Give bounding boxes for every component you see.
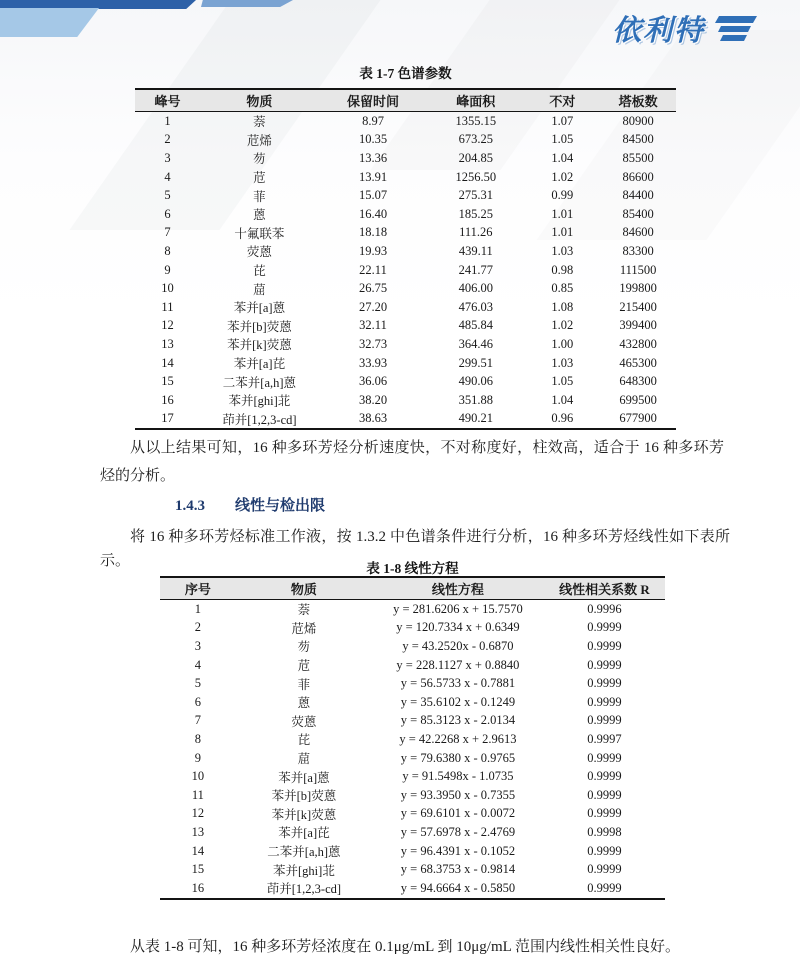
table-cell: 399400 [619,318,657,333]
table-cell: y = 42.2268 x + 2.9613 [399,731,517,746]
table-cell: y = 96.4391 x - 0.1052 [400,843,516,858]
column-header: 塔板数 [600,89,676,112]
table-cell: 0.9999 [587,657,622,672]
table-cell: 二苯并[a,h]蒽 [222,375,297,390]
table-row [160,656,665,675]
table-cell: y = 57.6978 x - 2.4769 [400,824,516,839]
table-cell: 1.01 [551,225,574,240]
conclusion-paragraph: 从表 1-8 可知，16 种多环芳烃浓度在 0.1μg/mL 到 10μg/mL 范围内线性相关性良好。 [130,939,680,955]
table-cell: 苊 [253,171,266,186]
table-cell: 苯并[a]蒽 [233,301,286,316]
table-cell: y = 69.6101 x - 0.0072 [400,806,516,821]
table-cell: 677900 [619,411,657,426]
table-cell: 14 [191,843,205,858]
table-row [135,391,676,410]
table-header-row [135,89,676,112]
table-row [160,842,665,861]
table-cell: 芘 [297,733,311,748]
linear-equation-table [160,576,665,900]
table-cell: 199800 [619,281,657,296]
table-cell: 33.93 [358,355,388,370]
table-cell: 7 [194,713,201,728]
table-cell: y = 85.3123 x - 2.0134 [400,713,516,728]
table-header-row [160,577,665,600]
table-cell: 0.9999 [587,806,622,821]
table-cell: 0.9999 [587,694,622,709]
three-stripes-flag-icon [710,14,758,44]
table-cell: 15 [191,862,205,877]
table-cell: 10.35 [358,132,388,147]
table-cell: 241.77 [458,262,493,277]
linearity-intro-paragraph: 将 16 种多环芳烃标准工作液，按 1.3.2 中色谱条件进行分析，16 种多环芳烃线性如下表所示。 [100,529,730,569]
table-cell: 84400 [622,188,654,203]
table-cell: 十氟联苯 [234,226,285,241]
table-cell: 蒽 [297,696,311,711]
table-row [160,805,665,824]
table-cell: 1256.50 [455,169,497,184]
table-cell: 1 [164,113,171,128]
table-cell: 苯并[a]蒽 [278,770,330,785]
table-row [160,730,665,749]
table-cell: 2 [164,132,171,147]
table-row [135,298,676,317]
section-number: 1.4.3 [175,498,205,514]
table-cell: 15.07 [358,188,388,203]
table-cell: 1.03 [551,355,574,370]
table-cell: 1.05 [551,374,574,389]
table-cell: 萘 [297,603,311,618]
table-row [135,410,676,430]
table-cell: 111.26 [459,225,493,240]
table-cell: 18.18 [358,225,388,240]
table-cell: 11 [191,787,204,802]
table-row [160,879,665,899]
table-cell: 673.25 [458,132,493,147]
table-cell: 苯并[b]荧蒽 [271,789,337,804]
table-cell: 0.99 [551,188,574,203]
table-cell: 5 [194,676,201,691]
table-cell: 0.9999 [587,880,622,895]
table-cell: 19.93 [358,243,388,258]
table-cell: 11 [161,299,174,314]
section-title: 线性与检出限 [235,498,326,514]
table-cell: y = 94.6664 x - 0.5850 [400,880,516,895]
table-cell: 荧蒽 [291,714,317,729]
table-cell: 芘 [253,264,266,279]
column-header: 峰号 [135,89,200,112]
table-cell: 32.11 [359,318,387,333]
table-cell: 0.85 [551,281,574,296]
chromatography-parameters-table [135,88,676,430]
table-cell: 0.9999 [587,862,622,877]
table-cell: y = 56.5733 x - 0.7881 [400,676,516,691]
brand-logo [612,8,758,49]
table-cell: 0.9996 [587,601,622,616]
table-cell: 8 [164,243,171,258]
table1-caption: 表 1-7 色谱参数 [359,66,452,81]
table-cell: 10 [161,281,174,296]
table-cell: 111500 [619,262,657,277]
table-cell: 茚并[1,2,3-cd] [266,882,342,897]
table-cell: 1.02 [551,169,574,184]
table-cell: 27.20 [358,299,388,314]
table-cell: 364.46 [458,336,493,351]
table-cell: 14 [161,355,174,370]
results-paragraph: 从以上结果可知，16 种多环芳烃分析速度快，不对称度好，柱效高，适合于 16 种多环芳烃的分析。 [100,440,724,484]
table-cell: 32.73 [358,336,388,351]
table-cell: 苯并[k]荧蒽 [271,807,337,822]
table-cell: 699500 [619,392,657,407]
table-cell: 1.03 [551,243,574,258]
table-cell: 215400 [619,299,657,314]
table-cell: 1 [194,601,201,616]
table-cell: 3 [194,638,201,653]
table-cell: 蒽 [253,208,266,223]
table-cell: 3 [164,150,171,165]
table-cell: 13.91 [358,169,388,184]
table-cell: 36.06 [358,374,388,389]
table-cell: 6 [194,694,201,709]
column-header: 不对 [524,89,600,112]
table-cell: 1.01 [551,206,574,221]
table-cell: y = 120.7334 x + 0.6349 [396,620,520,635]
table-cell: 38.63 [358,411,388,426]
table-row [135,372,676,391]
header-light-blue-strip [0,8,99,37]
table-cell: 0.9999 [587,713,622,728]
table-row [160,619,665,638]
table-cell: 5 [164,188,171,203]
table-cell: 1.08 [551,299,574,314]
table-cell: y = 93.3950 x - 0.7355 [400,787,516,802]
table-cell: 1.00 [551,336,574,351]
table-cell: 荧蒽 [246,245,272,260]
table-row [135,261,676,280]
table-cell: 0.9999 [587,787,622,802]
table-cell: 9 [164,262,171,277]
table-cell: 275.31 [458,188,493,203]
table-cell: 苯并[k]荧蒽 [227,338,292,353]
table-row [135,317,676,336]
table-cell: 465300 [619,355,657,370]
table-row [135,354,676,373]
table-cell: 苯并[b]荧蒽 [227,319,292,334]
column-header: 序号 [160,577,236,600]
table-cell: 苊 [297,659,311,674]
section-heading [175,494,325,515]
table-cell: 茚并[1,2,3-cd] [222,412,297,427]
table-cell: 8 [194,731,201,746]
table-row [160,600,665,619]
table-cell: 菲 [253,189,266,204]
table-cell: 16.40 [358,206,388,221]
table-cell: 0.9999 [587,620,622,635]
table-cell: 439.11 [458,243,493,258]
column-header: 物质 [236,577,372,600]
table-cell: 0.9999 [587,843,622,858]
table-cell: 84600 [622,225,654,240]
table-cell: 苯并[ghi]苝 [273,863,335,878]
table-row [135,112,676,131]
table-cell: 490.21 [458,411,493,426]
table-row [135,168,676,187]
column-header: 线性相关系数 R [544,577,665,600]
table-row [160,637,665,656]
table-cell: 0.9999 [587,676,622,691]
table-row [160,786,665,805]
table-cell: 0.96 [551,411,574,426]
header-dark-blue-strip [0,0,196,9]
table-cell: y = 281.6206 x + 15.7570 [393,601,523,616]
table-cell: 苊烯 [291,621,317,636]
table-cell: 22.11 [359,262,387,277]
table-cell: 6 [164,206,171,221]
table-cell: 476.03 [458,299,493,314]
column-header: 峰面积 [427,89,524,112]
table-cell: 12 [191,806,205,821]
table-cell: 8.97 [362,113,384,128]
table-row [160,693,665,712]
table-row [160,823,665,842]
table-cell: 0.98 [551,262,574,277]
table-cell: 4 [194,657,201,672]
table-cell: 二苯并[a,h]蒽 [267,845,341,860]
table-row [160,767,665,786]
table-cell: 38.20 [358,392,388,407]
table-row [135,242,676,261]
table-row [160,674,665,693]
table-cell: y = 228.1127 x + 0.8840 [396,657,520,672]
table-cell: 0.9999 [587,769,622,784]
table-cell: 䓛 [297,752,311,767]
table-cell: 1355.15 [455,113,497,128]
column-header: 线性方程 [372,577,544,600]
table-cell: 86600 [622,169,654,184]
table-cell: 0.9999 [587,750,622,765]
table-cell: 4 [164,169,171,184]
table-cell: 85400 [622,206,654,221]
table-cell: 16 [161,392,174,407]
table-cell: 菲 [297,677,311,692]
table-cell: 0.9999 [587,638,622,653]
table-cell: y = 43.2520x - 0.6870 [402,638,514,653]
table-cell: 185.25 [458,206,493,221]
table-cell: 432800 [619,336,657,351]
column-header: 保留时间 [319,89,427,112]
table-cell: 1.05 [551,132,574,147]
table-cell: 芴 [297,640,311,655]
table-cell: y = 35.6102 x - 0.1249 [400,694,516,709]
table-cell: 1.04 [551,150,574,165]
table-row [135,335,676,354]
table-cell: 13 [161,336,174,351]
table-row [160,712,665,731]
table-cell: 13.36 [358,150,388,165]
table-cell: 12 [161,318,174,333]
header-mid-blue-strip [201,0,293,7]
table-cell: y = 91.5498x - 1.0735 [402,769,514,784]
table-cell: 84500 [622,132,654,147]
table-cell: 10 [191,769,205,784]
table-cell: 406.00 [458,281,493,296]
table-row [160,749,665,768]
table-cell: 苯并[a]芘 [278,826,330,841]
column-header: 物质 [200,89,319,112]
brand-logo-text: 依利特 [611,15,705,47]
table-cell: 0.9998 [587,824,622,839]
table-cell: 䓛 [253,282,266,297]
table-cell: 1.02 [551,318,574,333]
table-cell: 648300 [619,374,657,389]
table-cell: 490.06 [458,374,493,389]
table-cell: 16 [191,880,205,895]
table-row [135,131,676,150]
table-cell: 芴 [253,152,266,167]
table-cell: y = 68.3753 x - 0.9814 [400,862,516,877]
table-cell: 85500 [622,150,654,165]
table-cell: 299.51 [458,355,493,370]
table-cell: 0.9997 [587,731,622,746]
table-cell: 485.84 [458,318,493,333]
table-cell: 351.88 [458,392,493,407]
table-cell: 17 [161,411,174,426]
table-row [160,860,665,879]
table-cell: 83300 [622,243,654,258]
table-cell: 萘 [253,115,266,130]
table-cell: 9 [194,750,201,765]
table-cell: 苯并[a]芘 [233,357,286,372]
table-cell: 15 [161,374,174,389]
table-row [135,279,676,298]
table-cell: 26.75 [358,281,388,296]
table-row [135,186,676,205]
table-cell: 苯并[ghi]苝 [228,394,291,409]
table-cell: 13 [191,824,205,839]
table-cell: 2 [194,620,201,635]
table-row [135,149,676,168]
table2-caption: 表 1-8 线性方程 [366,561,459,576]
table-row [135,205,676,224]
table-cell: 204.85 [458,150,493,165]
table-row [135,224,676,243]
table-cell: 苊烯 [246,133,272,148]
table-cell: y = 79.6380 x - 0.9765 [400,750,516,765]
table-cell: 80900 [622,113,654,128]
table-cell: 1.07 [551,113,574,128]
table-cell: 1.04 [551,392,574,407]
table-cell: 7 [164,225,171,240]
